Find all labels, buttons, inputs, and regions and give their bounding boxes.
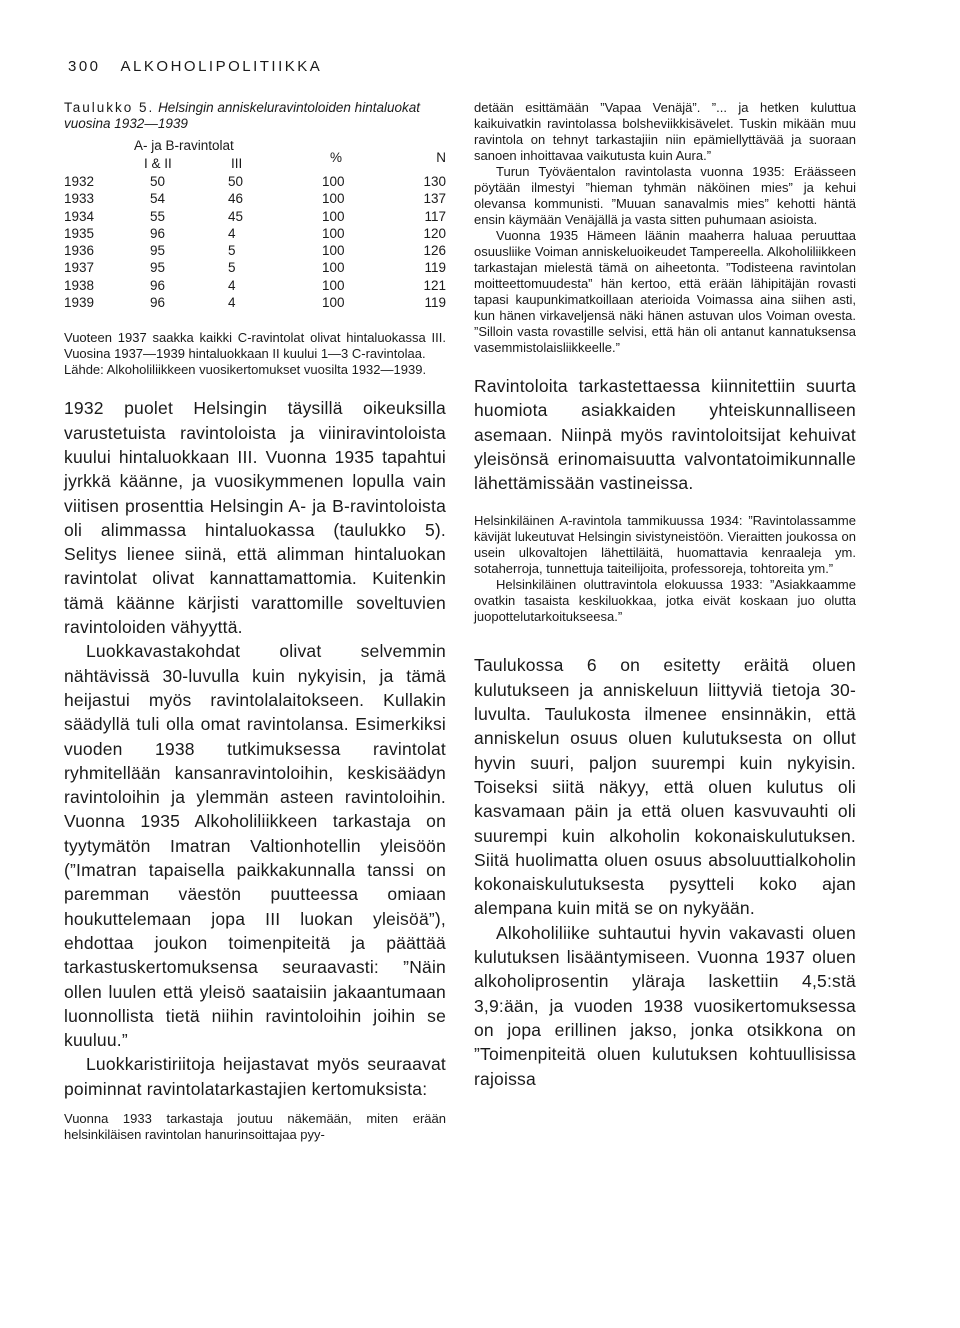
block-quote: Turun Työväentalon ravintolasta vuonna 1935: Eräässeen pöytään ilmestyi ”hieman tyhmän näköinen mies” ja kehui olevansa kommunisti. ”Muuan sanavalmis mies” kehotti häntä ensin käymään Venäjällä ja vasta sitten puhumaan asioista.: [474, 164, 856, 227]
table-cell: 100: [322, 260, 345, 276]
table-cell: 4: [228, 225, 236, 241]
table-cell: 95: [150, 260, 166, 276]
block-quote: Helsinkiläinen oluttravintola elokuussa 1933: ”Asiakkaamme ovatkin tasaista keskiluokkaa, jotka eivät koskaan juo olutta juopottelutarkoitukseesa.”: [474, 577, 856, 625]
table-cell: 5: [228, 260, 236, 276]
table-cell: 119: [424, 295, 446, 311]
table-cell: 100: [322, 191, 345, 207]
table-group-header: A- ja B-ravintolat: [134, 138, 234, 153]
table-cell: 1933: [64, 191, 95, 207]
body-paragraph: Alkoholiliike suhtautui hyvin vakavasti oluen kulutuksen lisääntymiseen. Vuonna 1937 oluen alkoholiprosentin yläraja laskettiin 4,5:stä 3,9:ään, ja vuoden 1938 vuosikertomuksessa on jopa erillinen jakso, jonka otsikkona on ”Toimenpiteitä oluen kulutuksen kohtuullisissa rajoissa: [474, 922, 856, 1089]
table-caption: [64, 100, 446, 132]
table-source: Lähde: Alkoholiliikkeen vuosikertomukset vuosilta 1932—1939.: [64, 362, 427, 378]
block-quote: Vuonna 1933 tarkastaja joutuu näkemään, miten erään helsinkiläisen ravintolan hanurinsoittajaa pyy-: [64, 1110, 446, 1142]
table-cell: 1937: [64, 260, 95, 276]
table-cell: 1935: [64, 225, 95, 241]
body-paragraph: 1932 puolet Helsingin täysillä oikeuksilla varustetuista ravintoloista ja viiniravintoloista kuului hintaluokkaan III. Vuonna 1935 tapahtui jyrkkä käänne, ja vuosikymmenen lopulla vain viitisen prosenttia Helsingin A- ja B-ravintoloista oli alimmassa hintaluokassa (taulukko 5). Selitys lienee siinä, että alimman hintaluokan ravintolat olivat kannattamattomia. Kuitenkin tämä käänne kärjisti varattomille soveltuvien ravintoloiden vähyyttä.: [64, 398, 446, 638]
table-cell: 100: [322, 174, 345, 189]
table-col-header: %: [330, 150, 343, 165]
right-column: [474, 100, 856, 1091]
table-cell: 45: [228, 208, 244, 224]
table-row: [64, 243, 446, 260]
table-cell: 100: [322, 208, 345, 224]
body-paragraph: Luokkavastakohdat olivat selvemmin nähtävissä 30-luvulla kuin nykyisin, ja tämä heijastui myös ravintolalaitokseen. Kullakin säädyllä tuli olla omat ravintolansa. Esimerkiksi vuoden 1938 tutkimuksessa ravintolat ryhmitellään kansanravintoloihin, keskisäädyn ravintoloihin ja ylemmän asteen ravintoloihin. Vuonna 1935 Alkoholiliikkeen tarkastaja on tyytymätön Imatran Valtionhotellin yleisöön (”Imatran tapaisella paikkakunnalla tanssi on paremman väestön puutteessa omiaan houkuttelemaan jopa III luokan yleisöä”), ehdottaa joukon toimenpiteitä ja päättää tarkastuskertomuksensa seuraavasti: ”Näin ollen luulen että yleisö saataisiin jakaantumaan luonnollista tietä niihin ravintoloihin joihin se kuuluu.”: [64, 641, 446, 1051]
table-row: [64, 278, 446, 295]
table-cell: 50: [150, 174, 166, 189]
table-col-header: N: [436, 150, 446, 165]
body-paragraph: Ravintoloita tarkastettaessa kiinnitettiin suurta huomiota asiakkaiden yhteiskunnalliseen asemaan. Niinpä myös ravintoloitsijat kehuivat yleisönsä erinomaisuutta valvontatoimikunnalle lähettämissään vastineissa.: [474, 376, 856, 494]
table-cell: 100: [322, 225, 345, 241]
table-cell: 96: [150, 225, 166, 241]
table-cell: 4: [228, 295, 236, 311]
table-cell: 1934: [64, 208, 95, 224]
table-row: [64, 295, 446, 312]
table-cell: 4: [228, 277, 236, 293]
table-cell: 117: [424, 208, 446, 224]
table-col-header: I & II: [144, 156, 172, 171]
table-row: [64, 226, 446, 243]
body-paragraph: Taulukossa 6 on esitetty eräitä oluen kulutukseen ja anniskeluun liittyviä tietoja 30-luvulta. Taulukosta ilmenee ensinnäkin, että anniskelun osuus oluen kulutuksesta on ollut hyvin suuri, paljon suurempi kuin nykyisin. Toiseksi siitä näkyy, että oluen kulutus oli kasvamaan päin ja että oluen kasvuvauhti oli suurempi kuin alkoholin kokonaiskulutuksen. Siitä huolimatta oluen osuus absoluuttialkoholin kokonaiskulutuksesta pysytteli koko ajan alempana kuin mitä se on nykyään.: [474, 655, 856, 919]
table-cell: 1936: [64, 243, 95, 259]
table-cell: 50: [228, 174, 244, 189]
table-cell: 96: [150, 295, 166, 311]
table-cell: 121: [423, 277, 446, 293]
table-cell: 100: [322, 295, 345, 311]
block-quote: Helsinkiläinen A-ravintola tammikuussa 1934: ”Ravintolassamme kävijät lukeutuvat Helsingin sivistyneistöön. Vieraitten joukossa on usein ulkovaltojen lähettiläitä, huomattavia kenraaleja ym. sotaherroja, tunnettuja taiteilijoita, professoreja, tohtoreita ym.”: [474, 513, 856, 577]
block-quote: Vuonna 1935 Hämeen läänin maaherra haluaa peruuttaa osuusliike Voiman anniskeluoikeudet Tampereella. Alkoholiliikkeen tarkastajan mielestä tämä on aiheetonta. ”Todisteena ravintolan moitteettomuudesta” hän kertoo, että erään lähipitäjän rovasti tapasi kaupunkimatkoillaan aterioida Voimassa aina siihen asti, kun hänen virkaveljensä näki hänen astuvan ulos Voiman ovesta. ”Silloin vasta rovastille selvisi, että hän oli antanut kannatuksensa vasemmistolaisliikkeelle.”: [474, 228, 856, 355]
table-cell: 120: [423, 225, 446, 241]
running-title: ALKOHOLIPOLITIIKKA: [120, 58, 323, 75]
table-cell: 1932: [64, 174, 95, 189]
table-cell: 5: [228, 243, 236, 259]
data-table: [64, 138, 446, 312]
table-cell: 96: [150, 277, 166, 293]
table-col-header: III: [231, 156, 243, 171]
table-caption-text: Helsingin anniskeluravintoloiden hintaluokat vuosina 1932—1939: [64, 100, 420, 131]
table-row: [64, 174, 446, 191]
table-cell: 54: [150, 191, 166, 207]
table-header: [64, 138, 446, 174]
table-cell: 1938: [64, 277, 95, 293]
table-cell: 130: [423, 174, 446, 189]
table-cell: 55: [150, 208, 166, 224]
table-cell: 100: [322, 277, 345, 293]
table-caption-label: Taulukko 5.: [64, 100, 155, 115]
table-cell: 126: [423, 243, 446, 259]
table-cell: 95: [150, 243, 166, 259]
table-row: [64, 209, 446, 226]
table-cell: 119: [424, 260, 446, 276]
page-number: 300: [68, 58, 101, 75]
page-header: [68, 58, 322, 75]
table-cell: 100: [322, 243, 345, 259]
table-cell: 1939: [64, 295, 95, 311]
table-row: [64, 191, 446, 208]
table-row: [64, 260, 446, 277]
table-cell: 137: [423, 191, 446, 207]
body-paragraph: Luokkaristiriitoja heijastavat myös seuraavat poiminnat ravintolatarkastajien kertomuksista:: [64, 1054, 446, 1099]
table-cell: 46: [228, 191, 244, 207]
table-note: Vuoteen 1937 saakka kaikki C-ravintolat olivat hintaluokassa III. Vuosina 1937—1939 hintaluokkaan II kuului 1—3 C-ravintolaa.: [64, 330, 446, 362]
block-quote: detään esittämään ”Vapaa Venäjä”. ”... ja hetken kuluttua kaikuivatkin ravintolassa bolsheviikkisävelet. Tuskin mikään muu ravintola on tehnyt tarkastajiin niin epämiellyttävää ja suoraan sanoen inhoittavaa vaikutusta kuin Aura.”: [474, 100, 856, 163]
left-column: [64, 100, 446, 1143]
